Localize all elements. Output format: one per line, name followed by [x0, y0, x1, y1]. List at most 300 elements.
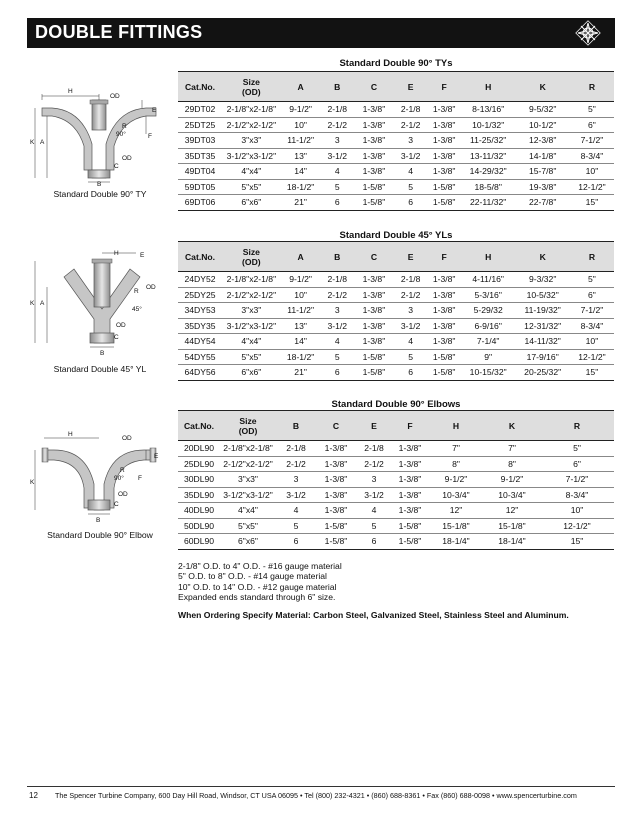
table-cell: 2-1/8 — [356, 441, 392, 457]
table-row — [178, 534, 614, 550]
table-cell: 14" — [281, 164, 321, 180]
section-title-elbow: Standard Double 90° Elbows — [331, 399, 461, 410]
table-cell: 15-7/8" — [515, 164, 570, 180]
table-cell: 4 — [394, 164, 428, 180]
table-cell: 3 — [276, 472, 316, 488]
table-cell: 1-5/8" — [354, 195, 394, 211]
column-header: F — [427, 242, 461, 272]
table-cell: 3-1/2"x3-1/2" — [222, 148, 281, 164]
table-cell: 1-3/8" — [392, 441, 428, 457]
table-cell: 3"x3" — [220, 472, 276, 488]
table-row — [178, 117, 614, 133]
column-header: A — [281, 72, 321, 102]
table-row — [178, 334, 614, 350]
table-row — [178, 148, 614, 164]
svg-text:B: B — [100, 350, 105, 357]
table-cell: 50DL90 — [178, 518, 220, 534]
table-row — [178, 487, 614, 503]
table-row — [178, 318, 614, 334]
column-header: Cat.No. — [178, 411, 220, 441]
table-cell: 11-25/32" — [461, 133, 516, 149]
table-cell: 3-1/2 — [321, 148, 355, 164]
table-cell: 10" — [540, 503, 614, 519]
table-cell: 7-1/2" — [540, 472, 614, 488]
table-cell: 3-1/2"x3-1/2" — [220, 487, 276, 503]
table-cell: 18-1/2" — [281, 349, 321, 365]
table-cell: 40DL90 — [178, 503, 220, 519]
column-header: Size (OD) — [222, 72, 281, 102]
table-header-row — [178, 72, 614, 102]
table-cell: 14" — [281, 334, 321, 350]
table-cell: 64DY56 — [178, 365, 222, 381]
table-cell: 1-3/8" — [392, 487, 428, 503]
table-cell: 5" — [540, 441, 614, 457]
table-cell: 19-3/8" — [515, 179, 570, 195]
table-cell: 8-3/4" — [570, 318, 614, 334]
table-cell: 1-3/8" — [427, 318, 461, 334]
table-cell: 3-1/2 — [356, 487, 392, 503]
svg-text:OD: OD — [146, 284, 156, 291]
svg-text:K: K — [30, 300, 35, 307]
table-cell: 13-11/32" — [461, 148, 516, 164]
table-cell: 54DY55 — [178, 349, 222, 365]
table-cell: 22-7/8" — [515, 195, 570, 211]
table-cell: 1-3/8" — [427, 272, 461, 288]
svg-text:R: R — [134, 288, 139, 295]
table-cell: 4"x4" — [220, 503, 276, 519]
table-cell: 5 — [356, 518, 392, 534]
svg-text:OD: OD — [122, 155, 132, 162]
table-cell: 4 — [321, 334, 355, 350]
table-cell: 1-3/8" — [316, 441, 356, 457]
table-cell: 1-5/8" — [427, 195, 461, 211]
table-cell: 1-3/8" — [427, 164, 461, 180]
table-cell: 5 — [321, 349, 355, 365]
table-cell: 3 — [321, 133, 355, 149]
table-header-row — [178, 411, 614, 441]
table-cell: 9-3/32" — [515, 272, 570, 288]
table-header-row — [178, 242, 614, 272]
svg-text:A: A — [40, 139, 45, 146]
table-cell: 4"x4" — [222, 164, 281, 180]
table-cell: 30DL90 — [178, 472, 220, 488]
table-cell: 6 — [394, 365, 428, 381]
table-cell: 49DT04 — [178, 164, 222, 180]
table-row — [178, 349, 614, 365]
table-cell: 3-1/2 — [276, 487, 316, 503]
column-header: E — [394, 242, 428, 272]
table-row — [178, 518, 614, 534]
table-cell: 9-1/2" — [428, 472, 484, 488]
table-cell: 6 — [394, 195, 428, 211]
column-header: Cat.No. — [178, 242, 222, 272]
table-cell: 5-3/16" — [461, 287, 516, 303]
table-cell: 11-19/32" — [515, 303, 570, 319]
table-cell: 1-3/8" — [354, 318, 394, 334]
table-cell: 1-3/8" — [316, 456, 356, 472]
column-header: K — [484, 411, 540, 441]
column-header: K — [515, 72, 570, 102]
table-cell: 6 — [356, 534, 392, 550]
column-header: A — [281, 242, 321, 272]
svg-text:E: E — [154, 453, 159, 460]
table-row — [178, 133, 614, 149]
table-cell: 7" — [484, 441, 540, 457]
svg-text:B: B — [96, 517, 101, 524]
note-line: 2-1/8" O.D. to 4" O.D. - #16 gauge material — [178, 561, 342, 571]
table-cell: 25DL90 — [178, 456, 220, 472]
table-cell: 2-1/8 — [321, 102, 355, 118]
table-cell: 1-5/8" — [427, 179, 461, 195]
table-cell: 6-9/16" — [461, 318, 516, 334]
table-cell: 12" — [484, 503, 540, 519]
svg-text:OD: OD — [122, 435, 132, 442]
table-row — [178, 472, 614, 488]
table-cell: 69DT06 — [178, 195, 222, 211]
svg-text:R: R — [122, 123, 127, 130]
table-cell: 3"x3" — [222, 133, 281, 149]
table-cell: 4 — [394, 334, 428, 350]
svg-text:OD: OD — [116, 322, 126, 329]
svg-text:R: R — [120, 467, 125, 474]
column-header: R — [570, 242, 614, 272]
table-cell: 60DL90 — [178, 534, 220, 550]
table-cell: 5" — [570, 102, 614, 118]
footer-contact: The Spencer Turbine Company, 600 Day Hill Road, Windsor, CT USA 06095 • Tel (800) 232-4321 • (860) 688-8361 • Fax (860) 688-0098 • www.spencerturbine.com — [55, 791, 577, 800]
column-header: B — [321, 72, 355, 102]
table-cell: 1-5/8" — [427, 349, 461, 365]
column-header: C — [316, 411, 356, 441]
table-cell: 44DY54 — [178, 334, 222, 350]
yl-caption: Standard Double 45° YL — [53, 364, 147, 374]
column-header: H — [428, 411, 484, 441]
footer-divider — [27, 786, 615, 787]
table-cell: 29DT02 — [178, 102, 222, 118]
table-cell: 22-11/32" — [461, 195, 516, 211]
note-line: 5" O.D. to 8" O.D. - #14 gauge material — [178, 571, 327, 582]
table-cell: 6" — [540, 456, 614, 472]
table-cell: 5" — [570, 272, 614, 288]
table-cell: 7" — [428, 441, 484, 457]
table-cell: 2-1/2 — [321, 287, 355, 303]
table-cell: 1-5/8" — [354, 349, 394, 365]
table-cell: 3"x3" — [222, 303, 281, 319]
table-cell: 2-1/2 — [276, 456, 316, 472]
table-cell: 11-1/2" — [281, 303, 321, 319]
svg-text:E: E — [140, 252, 145, 259]
table-cell: 14-1/8" — [515, 148, 570, 164]
table-cell: 9-5/32" — [515, 102, 570, 118]
svg-text:H: H — [68, 88, 73, 95]
table-cell: 8" — [484, 456, 540, 472]
table-row — [178, 102, 614, 118]
table-cell: 15" — [540, 534, 614, 550]
table-cell: 5 — [321, 179, 355, 195]
table-cell: 1-3/8" — [427, 133, 461, 149]
column-header: Size (OD) — [222, 242, 281, 272]
svg-text:H: H — [114, 250, 119, 257]
note-line: 10" O.D. to 14" O.D. - #12 gauge material — [178, 581, 337, 592]
table-cell: 1-5/8" — [316, 534, 356, 550]
table-cell: 6 — [321, 365, 355, 381]
table-row — [178, 195, 614, 211]
table-cell: 2-1/2 — [394, 287, 428, 303]
table-cell: 2-1/2 — [321, 117, 355, 133]
svg-text:90°: 90° — [116, 131, 126, 138]
table-cell: 1-3/8" — [392, 472, 428, 488]
table-cell: 1-3/8" — [316, 472, 356, 488]
table-cell: 15-1/8" — [428, 518, 484, 534]
elbow-spec-table — [178, 410, 614, 550]
spencer-logo-icon — [575, 20, 601, 46]
table-cell: 25DY25 — [178, 287, 222, 303]
table-cell: 3-1/2 — [394, 318, 428, 334]
table-cell: 1-3/8" — [427, 148, 461, 164]
table-row — [178, 503, 614, 519]
table-cell: 2-1/2"x2-1/2" — [220, 456, 276, 472]
column-header: F — [427, 72, 461, 102]
table-cell: 1-3/8" — [392, 503, 428, 519]
column-header: H — [461, 72, 516, 102]
table-cell: 18-1/4" — [484, 534, 540, 550]
table-cell: 12-3/8" — [515, 133, 570, 149]
table-cell: 12" — [428, 503, 484, 519]
table-cell: 18-1/2" — [281, 179, 321, 195]
table-cell: 9-1/2" — [484, 472, 540, 488]
table-cell: 1-3/8" — [354, 303, 394, 319]
table-cell: 1-3/8" — [354, 334, 394, 350]
table-cell: 2-1/2"x2-1/2" — [222, 117, 281, 133]
column-header: C — [354, 72, 394, 102]
section-title-ty: Standard Double 90° TYs — [339, 58, 453, 69]
table-cell: 17-9/16" — [515, 349, 570, 365]
svg-text:B: B — [97, 181, 102, 186]
table-cell: 2-1/8"x2-1/8" — [222, 272, 281, 288]
table-cell: 7-1/2" — [570, 303, 614, 319]
table-cell: 3-1/2 — [321, 318, 355, 334]
table-row — [178, 272, 614, 288]
column-header: C — [354, 242, 394, 272]
table-cell: 1-3/8" — [354, 272, 394, 288]
table-cell: 6" — [570, 117, 614, 133]
column-header: B — [276, 411, 316, 441]
svg-text:C: C — [114, 334, 119, 341]
table-cell: 1-3/8" — [354, 287, 394, 303]
material-notes — [178, 561, 342, 602]
section-title-yl: Standard Double 45° YLs — [339, 230, 453, 241]
table-cell: 10-1/2" — [515, 117, 570, 133]
table-cell: 2-1/2 — [394, 117, 428, 133]
svg-text:45°: 45° — [132, 306, 142, 313]
table-cell: 5"x5" — [220, 518, 276, 534]
table-cell: 6 — [321, 195, 355, 211]
table-cell: 4 — [356, 503, 392, 519]
table-cell: 12-1/2" — [540, 518, 614, 534]
table-cell: 3 — [356, 472, 392, 488]
table-cell: 5 — [394, 179, 428, 195]
note-line: Expanded ends standard through 6" size. — [178, 591, 336, 602]
column-header: B — [321, 242, 355, 272]
table-cell: 2-1/8"x2-1/8" — [222, 102, 281, 118]
table-cell: 3-1/2"x3-1/2" — [222, 318, 281, 334]
table-cell: 1-5/8" — [316, 518, 356, 534]
table-cell: 8-3/4" — [540, 487, 614, 503]
table-cell: 5 — [394, 349, 428, 365]
table-cell: 2-1/2 — [356, 456, 392, 472]
table-cell: 20DL90 — [178, 441, 220, 457]
table-cell: 35DL90 — [178, 487, 220, 503]
table-cell: 1-3/8" — [354, 117, 394, 133]
table-cell: 1-3/8" — [427, 102, 461, 118]
table-cell: 4"x4" — [222, 334, 281, 350]
table-cell: 10-3/4" — [484, 487, 540, 503]
table-cell: 6"x6" — [220, 534, 276, 550]
svg-text:C: C — [114, 501, 119, 508]
table-cell: 15" — [570, 195, 614, 211]
table-cell: 6 — [276, 534, 316, 550]
table-cell: 14-11/32" — [515, 334, 570, 350]
table-cell: 1-5/8" — [354, 365, 394, 381]
svg-text:C: C — [114, 163, 119, 170]
column-header: R — [570, 72, 614, 102]
svg-text:OD: OD — [110, 93, 120, 100]
table-cell: 8-13/16" — [461, 102, 516, 118]
table-cell: 1-3/8" — [316, 503, 356, 519]
table-cell: 15" — [570, 365, 614, 381]
column-header: E — [356, 411, 392, 441]
table-cell: 7-1/2" — [570, 133, 614, 149]
table-cell: 13" — [281, 318, 321, 334]
table-cell: 1-3/8" — [427, 287, 461, 303]
table-cell: 34DY53 — [178, 303, 222, 319]
table-cell: 18-1/4" — [428, 534, 484, 550]
table-row — [178, 179, 614, 195]
table-cell: 12-31/32" — [515, 318, 570, 334]
table-cell: 6"x6" — [222, 365, 281, 381]
double-90-elbow-diagram — [30, 428, 170, 524]
svg-text:K: K — [30, 479, 35, 486]
table-cell: 1-3/8" — [427, 334, 461, 350]
table-cell: 21" — [281, 365, 321, 381]
table-cell: 1-3/8" — [392, 456, 428, 472]
table-cell: 10" — [281, 117, 321, 133]
table-cell: 13" — [281, 148, 321, 164]
column-header: E — [394, 72, 428, 102]
table-cell: 11-1/2" — [281, 133, 321, 149]
table-cell: 1-5/8" — [354, 179, 394, 195]
column-header: R — [540, 411, 614, 441]
page-number: 12 — [29, 791, 38, 800]
table-cell: 10" — [570, 164, 614, 180]
table-cell: 10" — [281, 287, 321, 303]
table-cell: 5"x5" — [222, 349, 281, 365]
table-cell: 1-3/8" — [427, 117, 461, 133]
table-row — [178, 365, 614, 381]
page-title: DOUBLE FITTINGS — [35, 22, 203, 42]
table-row — [178, 441, 614, 457]
table-row — [178, 287, 614, 303]
svg-text:A: A — [40, 300, 45, 307]
header-bar — [27, 18, 615, 48]
column-header: Size (OD) — [220, 411, 276, 441]
table-cell: 5 — [276, 518, 316, 534]
table-cell: 4 — [321, 164, 355, 180]
svg-text:H: H — [68, 431, 73, 438]
table-cell: 14-29/32" — [461, 164, 516, 180]
table-cell: 9" — [461, 349, 516, 365]
table-cell: 1-3/8" — [354, 148, 394, 164]
ty-caption: Standard Double 90° TY — [53, 189, 147, 199]
table-cell: 10-5/32" — [515, 287, 570, 303]
table-cell: 2-1/8 — [321, 272, 355, 288]
table-cell: 10-1/32" — [461, 117, 516, 133]
table-cell: 2-1/8 — [394, 102, 428, 118]
svg-text:F: F — [138, 475, 142, 482]
table-cell: 12-1/2" — [570, 179, 614, 195]
table-cell: 21" — [281, 195, 321, 211]
table-cell: 1-3/8" — [354, 164, 394, 180]
table-cell: 35DT35 — [178, 148, 222, 164]
table-row — [178, 303, 614, 319]
table-cell: 4 — [276, 503, 316, 519]
table-cell: 3-1/2 — [394, 148, 428, 164]
table-cell: 2-1/8"x2-1/8" — [220, 441, 276, 457]
column-header: Cat.No. — [178, 72, 222, 102]
double-90-ty-diagram — [30, 86, 170, 186]
table-cell: 1-5/8" — [427, 365, 461, 381]
svg-text:OD: OD — [118, 491, 128, 498]
table-row — [178, 164, 614, 180]
table-cell: 3 — [394, 133, 428, 149]
table-cell: 1-3/8" — [354, 102, 394, 118]
table-cell: 39DT03 — [178, 133, 222, 149]
table-cell: 24DY52 — [178, 272, 222, 288]
table-cell: 9-1/2" — [281, 102, 321, 118]
ordering-note: When Ordering Specify Material: Carbon Steel, Galvanized Steel, Stainless Steel and Aluminum. — [178, 610, 569, 620]
table-cell: 2-1/8 — [394, 272, 428, 288]
column-header: H — [461, 242, 516, 272]
column-header: K — [515, 242, 570, 272]
elbow-caption: Standard Double 90° Elbow — [47, 530, 153, 540]
table-cell: 2-1/2"x2-1/2" — [222, 287, 281, 303]
table-cell: 3 — [394, 303, 428, 319]
table-cell: 2-1/8 — [276, 441, 316, 457]
table-cell: 6" — [570, 287, 614, 303]
table-cell: 5"x5" — [222, 179, 281, 195]
yl-spec-table — [178, 241, 614, 381]
table-cell: 1-3/8" — [316, 487, 356, 503]
table-cell: 35DY35 — [178, 318, 222, 334]
table-cell: 1-5/8" — [392, 518, 428, 534]
table-cell: 5-29/32 — [461, 303, 516, 319]
table-cell: 18-5/8" — [461, 179, 516, 195]
table-cell: 10-3/4" — [428, 487, 484, 503]
table-cell: 10-15/32" — [461, 365, 516, 381]
table-row — [178, 456, 614, 472]
table-cell: 8-3/4" — [570, 148, 614, 164]
double-45-yl-diagram — [30, 247, 170, 359]
table-cell: 59DT05 — [178, 179, 222, 195]
table-cell: 1-3/8" — [427, 303, 461, 319]
svg-text:K: K — [30, 139, 35, 146]
column-header: F — [392, 411, 428, 441]
table-cell: 1-5/8" — [392, 534, 428, 550]
table-cell: 6"x6" — [222, 195, 281, 211]
ty-spec-table — [178, 71, 614, 211]
table-cell: 8" — [428, 456, 484, 472]
table-cell: 20-25/32" — [515, 365, 570, 381]
svg-text:F: F — [148, 133, 152, 140]
